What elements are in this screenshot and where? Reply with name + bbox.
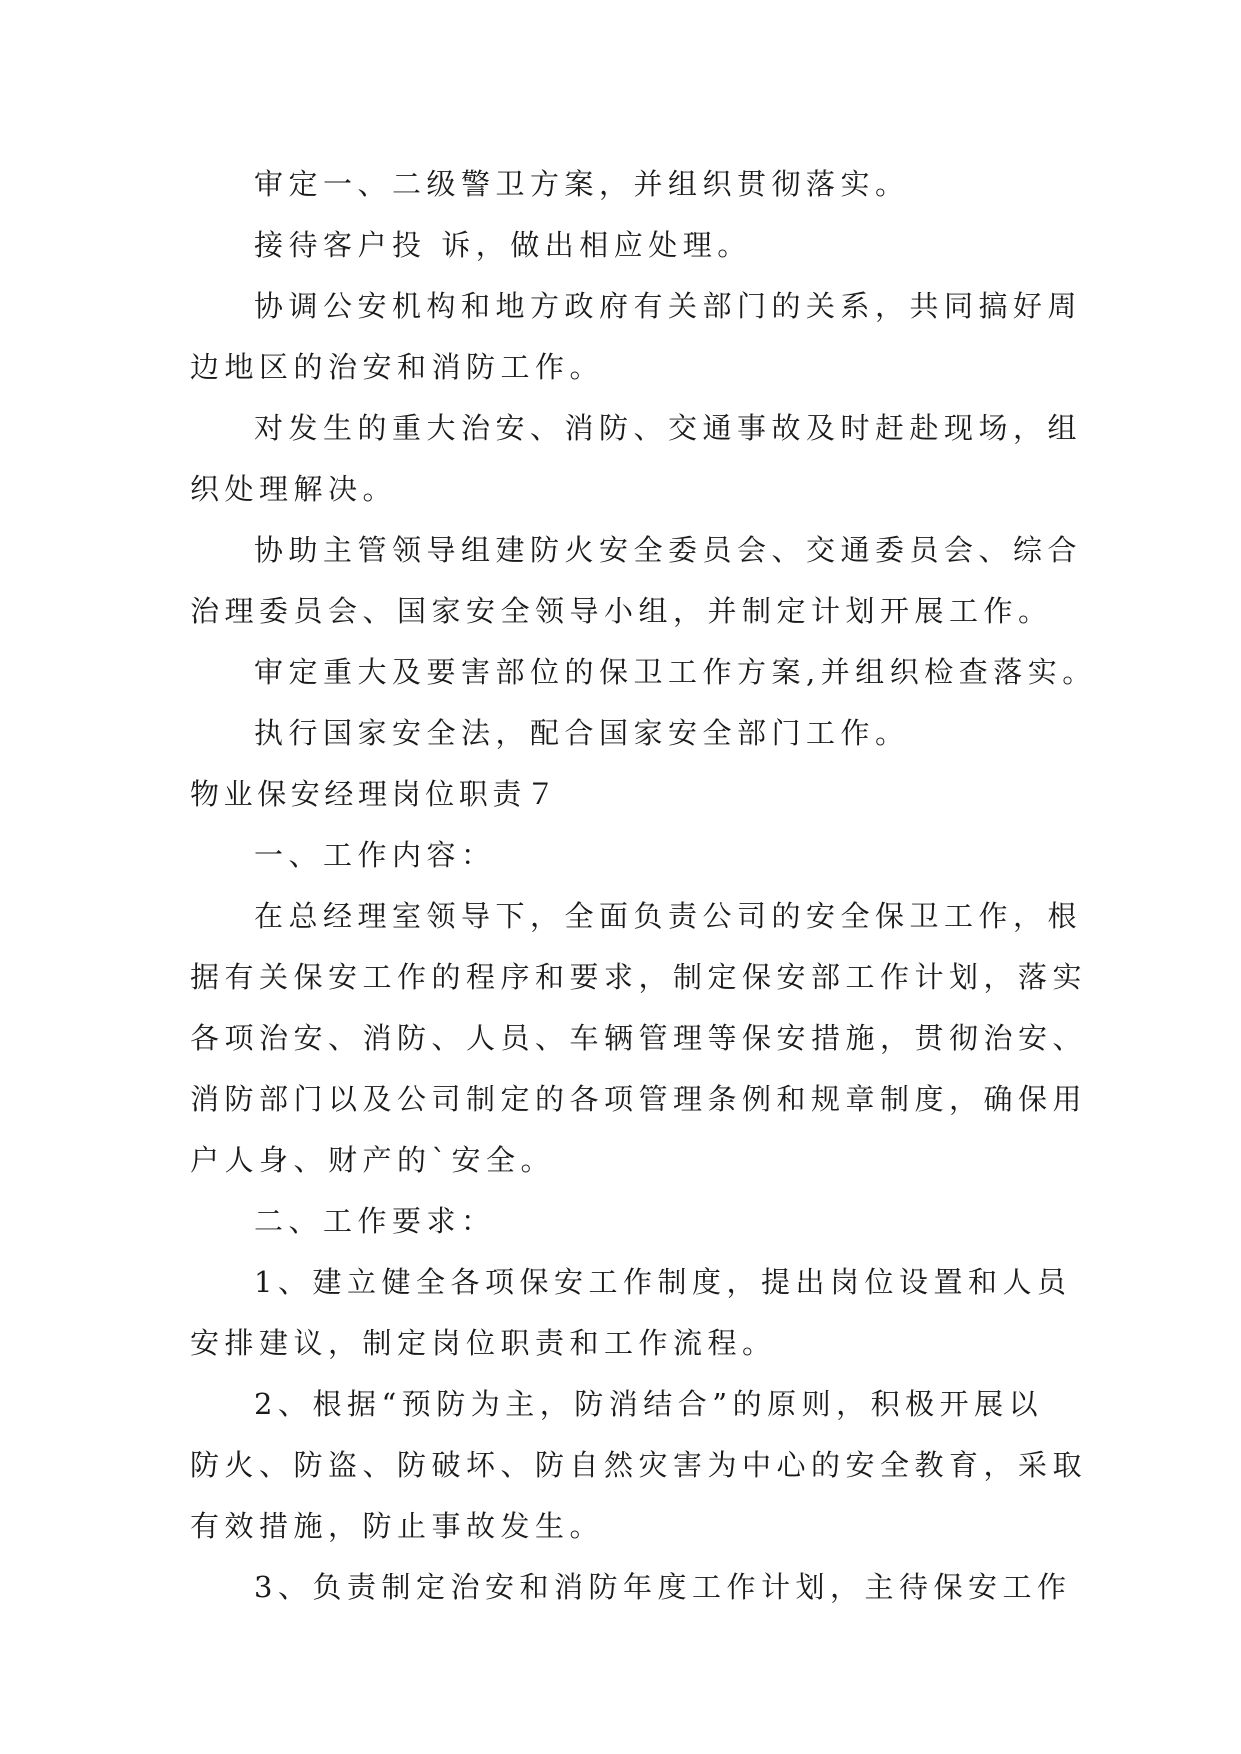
subsection-heading: 二、工作要求： <box>254 1204 496 1238</box>
paragraph-line: 户人身、财产的`安全。 <box>190 1143 556 1177</box>
paragraph-line: 接待客户投 诉，做出相应处理。 <box>254 228 752 262</box>
paragraph-line: 3、负责制定治安和消防年度工作计划，主待保安工作 <box>254 1570 1072 1604</box>
paragraph-line: 消防部门以及公司制定的各项管理条例和规章制度，确保用 <box>190 1082 1088 1116</box>
paragraph-line: 各项治安、消防、人员、车辆管理等保安措施，贯彻治安、 <box>190 1021 1088 1055</box>
paragraph-line: 边地区的治安和消防工作。 <box>190 350 605 384</box>
paragraph-line: 织处理解决。 <box>190 472 398 506</box>
paragraph-line: 审定一、二级警卫方案，并组织贯彻落实。 <box>254 167 910 201</box>
section-heading: 物业保安经理岗位职责７ <box>190 777 560 811</box>
paragraph-line: 2、根据“预防为主，防消结合”的原则，积极开展以 <box>254 1387 1044 1421</box>
paragraph-line: 据有关保安工作的程序和要求，制定保安部工作计划，落实 <box>190 960 1088 994</box>
paragraph-line: 1、建立健全各项保安工作制度，提出岗位设置和人员 <box>254 1265 1072 1299</box>
paragraph-line: 治理委员会、国家安全领导小组，并制定计划开展工作。 <box>190 594 1053 628</box>
paragraph-line: 审定重大及要害部位的保卫工作方案,并组织检查落实。 <box>254 655 1097 689</box>
paragraph-line: 安排建议，制定岗位职责和工作流程。 <box>190 1326 777 1360</box>
subsection-heading: 一、工作内容： <box>254 838 496 872</box>
paragraph-line: 协助主管领导组建防火安全委员会、交通委员会、综合 <box>254 533 1083 567</box>
paragraph-line: 防火、防盗、防破坏、防自然灾害为中心的安全教育，采取 <box>190 1448 1088 1482</box>
paragraph-line: 协调公安机构和地方政府有关部门的关系，共同搞好周 <box>254 289 1083 323</box>
document-body <box>190 154 1097 1618</box>
paragraph-line: 有效措施，防止事故发生。 <box>190 1509 605 1543</box>
paragraph-line: 对发生的重大治安、消防、交通事故及时赶赴现场，组 <box>254 411 1083 445</box>
paragraph-line: 在总经理室领导下，全面负责公司的安全保卫工作，根 <box>254 899 1083 933</box>
paragraph-line: 执行国家安全法，配合国家安全部门工作。 <box>254 716 910 750</box>
